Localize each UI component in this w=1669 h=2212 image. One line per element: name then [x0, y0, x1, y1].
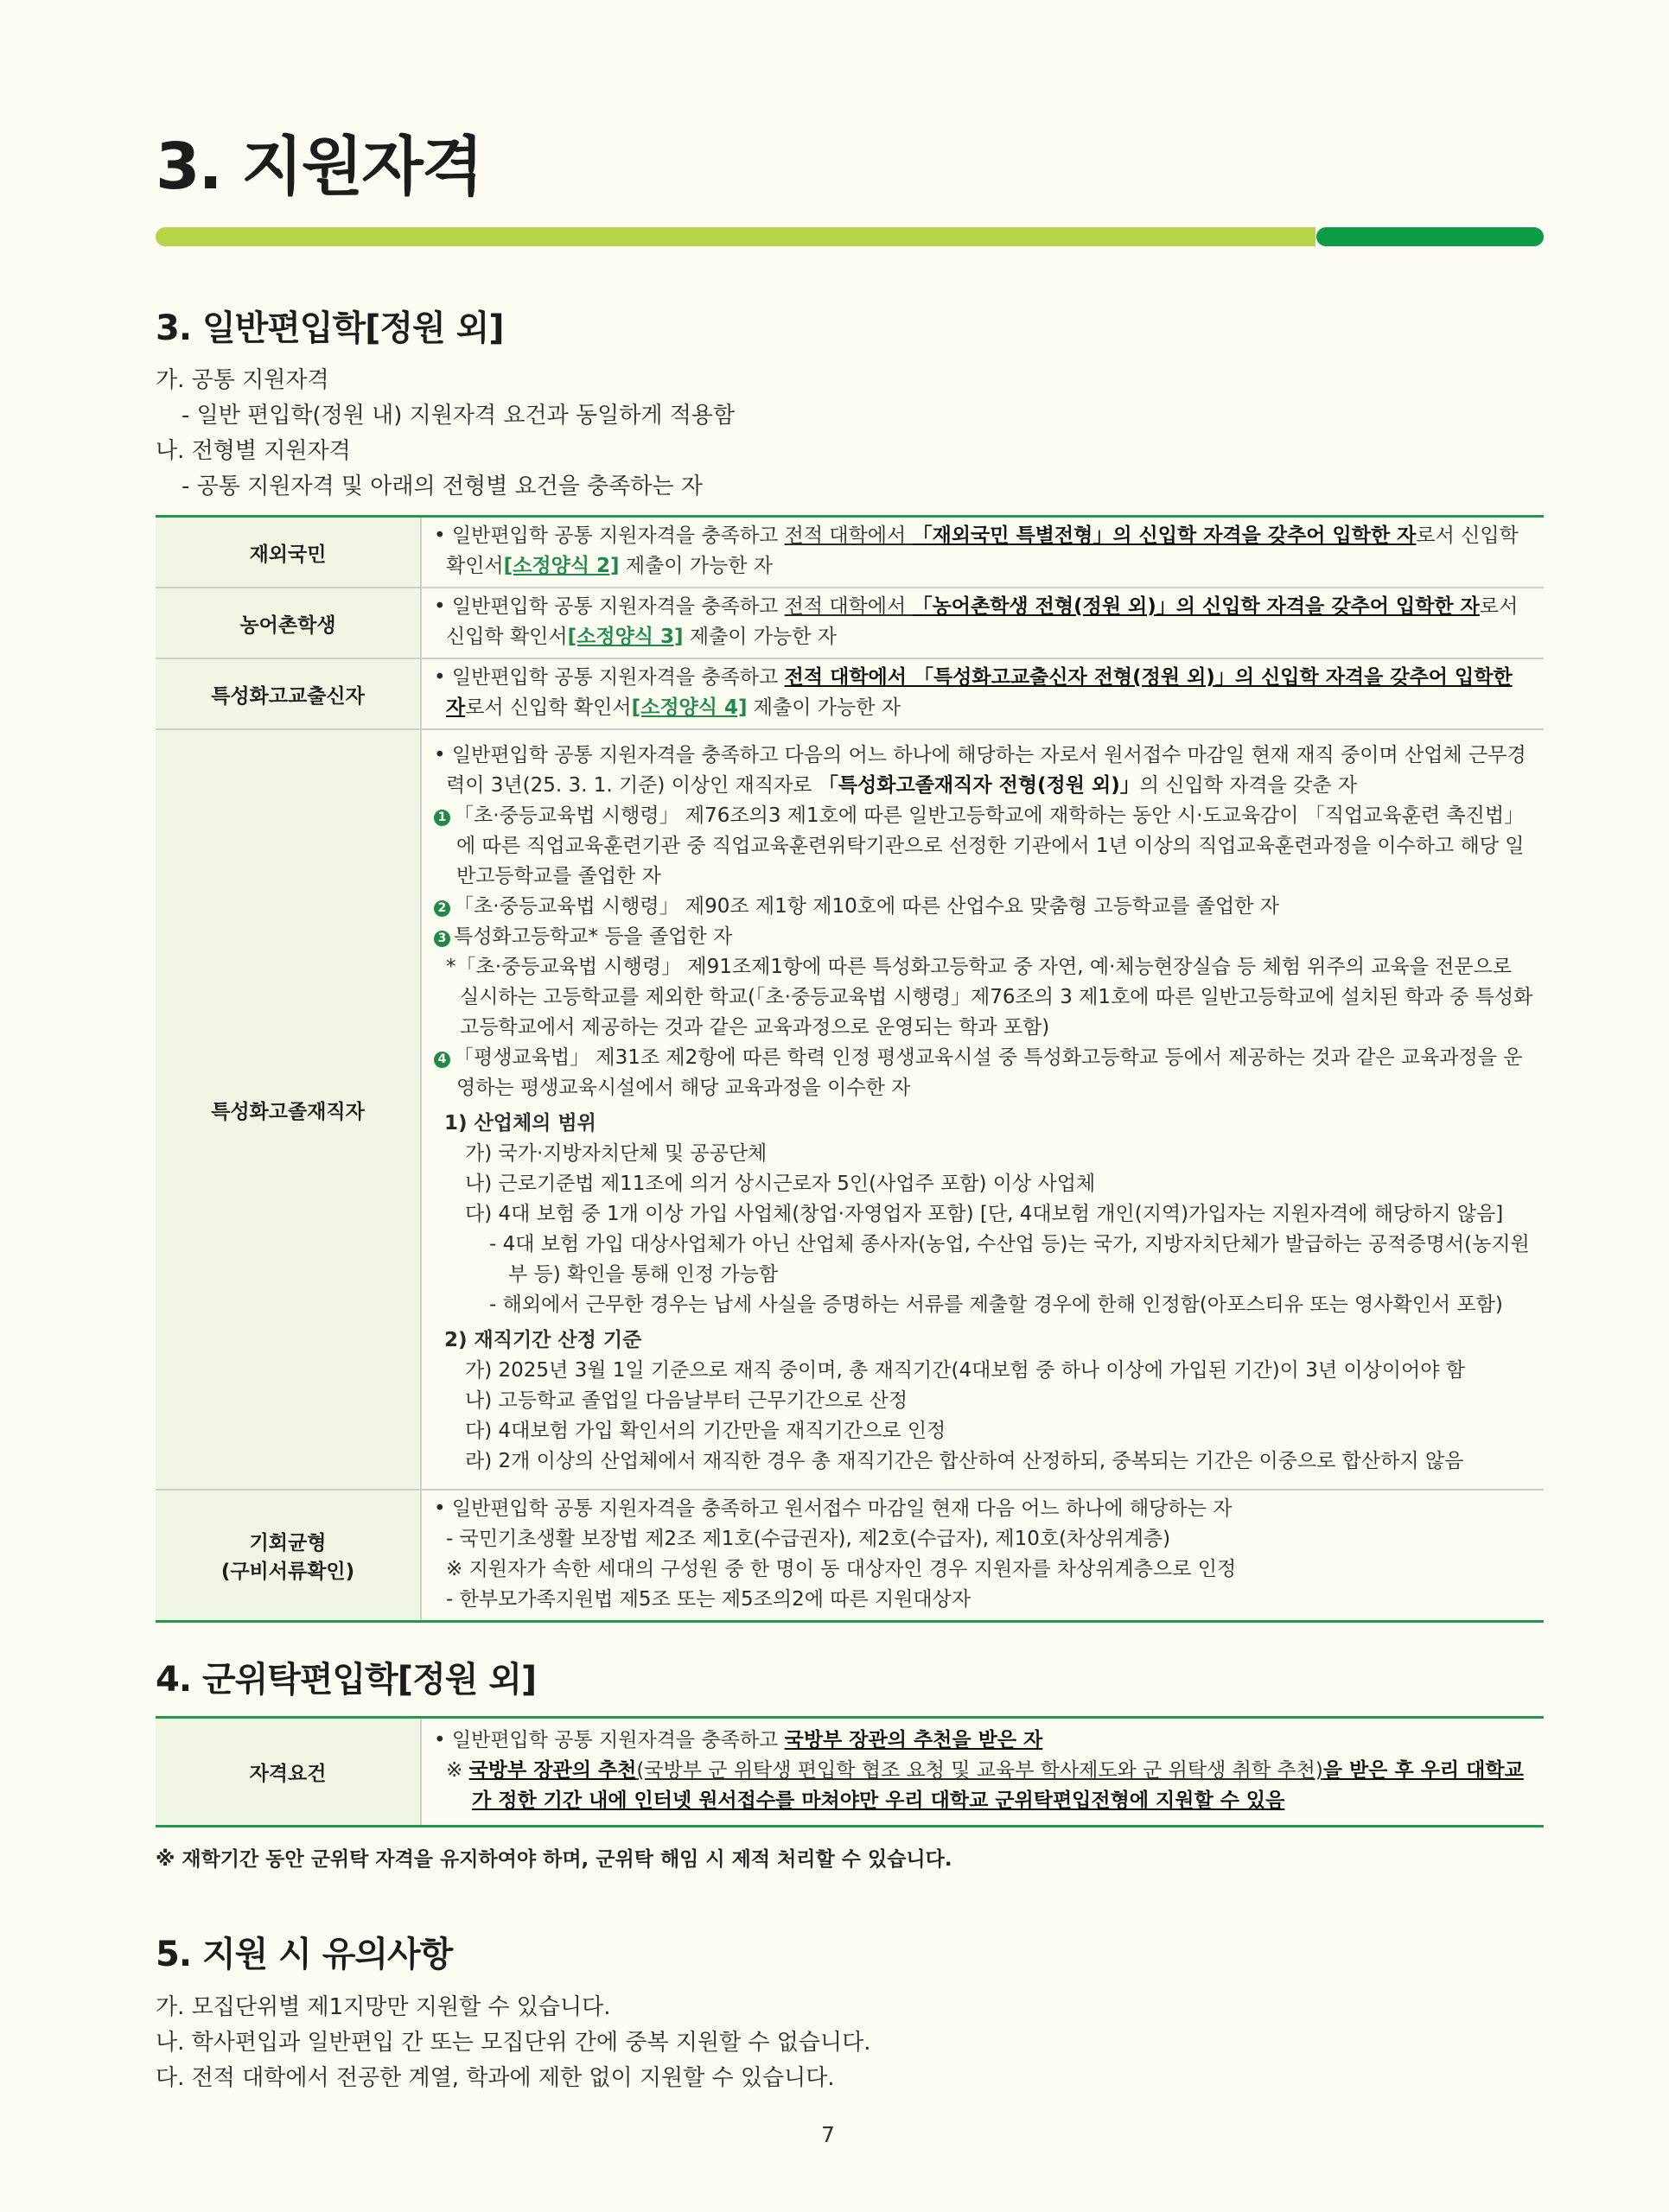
list-item: 나. 학사편입과 일반편입 간 또는 모집단위 간에 중복 지원할 수 없습니다.: [156, 2030, 871, 2056]
section4-requirements-table: [156, 1716, 1544, 1827]
row-content: • 일반편입학 공통 지원자격을 충족하고 다음의 어느 하나에 해당하는 자로서 원서접수 마감일 현재 재직 중이며 산업체 근무경력이 3년(25. 3. 1. 기준) 이상인 재직자로 「특성화고졸재직자 전형(정원 외)」의 신입학 자격을 갖춘 자 1 「초·중등교육법 시행령」 제76조의3 제1호에 따른 일반고등학교에 재학하는 동안 시·도교육감이 「직업교육훈련 촉진법」에 따른 직업교육훈련기관 중 직업교육훈련위탁기관으로 선정한 기관에서 1년 이상의 직업교육훈련과정을 이수하고 해당 일반고등학교를 졸업한 자 2 「초·중등교육법 시행령」 제90조 제1항 제10호에 따른 산업수요 맞춤형 고등학교를 졸업한 자 3 특성화고등학교* 등을 졸업한 자 *「초·중등교육법 시행령」 제91조제1항에 따른 특성화고등학교 중 자연, 예·체능현장실습 등 체험 위주의 교육을 전문으로 실시하는 고등학교를 제외한 학교(「초·중등교육법 시행령」제76조의 3 제1호에 따른 일반고등학교에 설치된 학과 중 특성화고등학교에서 제공하는 것과 같은 교육과정으로 운영되는 학과 포함) 4 「평생교육법」 제31조 제2항에 따른 학력 인정 평생교육시설 중 특성화고등학교 등에서 제공하는 것과 같은 교육과정을 운영하는 평생교육시설에서 해당 교육과정을 이수한 자 1) 산업체의 범위 가) 국가·지방자치단체 및 공공단체 나) 근로기준법 제11조에 의거 상시근로자 5인(사업주 포함) 이상 사업체 다) 4대 보험 중 1개 이상 가입 사업체(창업·자영업자 포함) [단, 4대보험 개인(지역)가입자는 지원자격에 해당하지 않음] - 4대 보험 가입 대상사업체가 아닌 산업체 종사자(농업, 수산업 등)는 국가, 지방자치단체가 발급하는 공적증명서(농지원부 등) 확인을 통해 인정 가능함 - 해외에서 근무한 경우는 납세 사실을 증명하는 서류를 제출할 경우에 한해 인정함(아포스티유 또는 영사확인서 포함) 2) 재직기간 산정 기준 가) 2025년 3월 1일 기준으로 재직 중이며, 총 재직기간(4대보험 중 하나 이상에 가입된 기간)이 3년 이상이어야 함 나) 고등학교 졸업일 다음날부터 근무기간으로 산정 다) 4대보험 가입 확인서의 기간만을 재직기간으로 인정 라) 2개 이상의 산업체에서 재직한 경우 총 재직기간은 합산하여 산정하되, 중복되는 기간은 이중으로 합산하지 않음: [421, 729, 1544, 1490]
list-item: 다. 전적 대학에서 전공한 계열, 학과에 제한 없이 지원할 수 있습니다.: [156, 2065, 835, 2091]
circled-number-icon: 1: [434, 810, 450, 826]
row-content: • 일반편입학 공통 지원자격을 충족하고 전적 대학에서 「재외국민 특별전형」의 신입학 자격을 갖추어 입학한 자로서 신입학 확인서[소정양식 2] 제출이 가능한 자: [434, 524, 1519, 577]
section4-footnote: ※ 재학기간 동안 군위탁 자격을 유지하여야 하며, 군위탁 해임 시 제적 처리할 수 있습니다.: [156, 1848, 952, 1871]
row-content: • 일반편입학 공통 지원자격을 충족하고 전적 대학에서 「농어촌학생 전형(정원 외)」의 신입학 자격을 갖추어 입학한 자로서 신입학 확인서[소정양식 3] 제출이 가능한 자: [434, 595, 1519, 648]
list-item: - 4대 보험 가입 대상사업체가 아닌 산업체 종사자(농업, 수산업 등)는 국가, 지방자치단체가 발급하는 공적증명서(농지원부 등) 확인을 통해 인정 가능함: [489, 1233, 1530, 1286]
numbered-item: 3 특성화고등학교* 등을 졸업한 자: [434, 922, 1535, 952]
row-label: 자격요건: [156, 1718, 421, 1827]
section4-heading: 4. 군위탁편입학[정원 외]: [156, 1660, 537, 1700]
circled-number-icon: 2: [434, 900, 450, 917]
row-label: 특성화고졸재직자: [156, 729, 421, 1490]
row-label: 특성화고교출신자: [156, 658, 421, 729]
table-row: [156, 658, 1544, 729]
list-item: 나) 근로기준법 제11조에 의거 상시근로자 5인(사업주 포함) 이상 사업체: [465, 1173, 1096, 1195]
form-reference: [소정양식 4]: [631, 696, 748, 719]
page-number: 7: [821, 2122, 835, 2147]
intro-line: - 공통 지원자격 및 아래의 전형별 요건을 충족하는 자: [182, 474, 703, 499]
table-row: [156, 1718, 1544, 1827]
subsection-title: 2) 재직기간 산정 기준: [444, 1329, 642, 1351]
row-content: • 일반편입학 공통 지원자격을 충족하고 국방부 장관의 추천을 받은 자 ※ 국방부 장관의 추천(국방부 군 위탁생 편입학 협조 요청 및 교육부 학사제도와 군 위탁생 취학 추천)을 받은 후 우리 대학교가 정한 기간 내에 인터넷 원서접수를 마쳐야만 우리 대학교 군위탁편입전형에 지원할 수 있음: [434, 1729, 1524, 1812]
form-reference: [소정양식 2]: [503, 555, 620, 577]
row-content: • 일반편입학 공통 지원자격을 충족하고 원서접수 마감일 현재 다음 어느 하나에 해당하는 자 - 국민기초생활 보장법 제2조 제1호(수급권자), 제2호(수급자), 제10호(차상위계층) ※ 지원자가 속한 세대의 구성원 중 한 명이 동 대상자인 경우 지원자를 차상위계층으로 인정 - 한부모가족지원법 제5조 또는 제5조의2에 따른 지원대상자: [434, 1497, 1237, 1611]
footnote-star: *「초·중등교육법 시행령」 제91조제1항에 따른 특성화고등학교 중 자연, 예·체능현장실습 등 체험 위주의 교육을 전문으로 실시하는 고등학교를 제외한 학교(「초·중등교육법 시행령」제76조의 3 제1호에 따른 일반고등학교에 설치된 학과 중 특성화고등학교에서 제공하는 것과 같은 교육과정으로 운영되는 학과 포함): [446, 956, 1533, 1039]
title-underline-bar: [156, 227, 1544, 246]
section3-requirements-table: [156, 515, 1544, 1623]
table-row: [156, 729, 1544, 1490]
list-item: 다) 4대 보험 중 1개 이상 가입 사업체(창업·자영업자 포함) [단, 4대보험 개인(지역)가입자는 지원자격에 해당하지 않음]: [465, 1203, 1504, 1225]
row-content: • 일반편입학 공통 지원자격을 충족하고 전적 대학에서 「특성화고교출신자 전형(정원 외)」의 신입학 자격을 갖추어 입학한 자로서 신입학 확인서[소정양식 4] 제출이 가능한 자: [434, 666, 1513, 719]
form-reference: [소정양식 3]: [567, 626, 684, 648]
list-item: 가. 모집단위별 제1지망만 지원할 수 있습니다.: [156, 1994, 611, 2020]
section5-heading: 5. 지원 시 유의사항: [156, 1935, 453, 1974]
subsection-title: 1) 산업체의 범위: [444, 1112, 596, 1135]
section3-intro: [156, 363, 735, 505]
list-item: 가) 2025년 3월 1일 기준으로 재직 중이며, 총 재직기간(4대보험 중 하나 이상에 가입된 기간)이 3년 이상이어야 함: [465, 1359, 1465, 1382]
list-item: 나) 고등학교 졸업일 다음날부터 근무기간으로 산정: [465, 1389, 908, 1412]
numbered-item: 4 「평생교육법」 제31조 제2항에 따른 학력 인정 평생교육시설 중 특성화고등학교 등에서 제공하는 것과 같은 교육과정을 운영하는 평생교육시설에서 해당 교육과정을 이수한 자: [434, 1043, 1535, 1103]
table-row: [156, 588, 1544, 658]
list-item: 가) 국가·지방자치단체 및 공공단체: [465, 1142, 768, 1165]
circled-number-icon: 3: [434, 931, 450, 947]
numbered-item: 1 「초·중등교육법 시행령」 제76조의3 제1호에 따른 일반고등학교에 재학하는 동안 시·도교육감이 「직업교육훈련 촉진법」에 따른 직업교육훈련기관 중 직업교육훈련위탁기관으로 선정한 기관에서 1년 이상의 직업교육훈련과정을 이수하고 해당 일반고등학교를 졸업한 자: [434, 801, 1535, 892]
numbered-item: 2 「초·중등교육법 시행령」 제90조 제1항 제10호에 따른 산업수요 맞춤형 고등학교를 졸업한 자: [434, 892, 1535, 922]
row-label: 기회균형 (구비서류확인): [156, 1490, 421, 1622]
row-label: 재외국민: [156, 517, 421, 588]
intro-line: 나. 전형별 지원자격: [156, 438, 351, 464]
table-row: [156, 517, 1544, 588]
page-title: 3. 지원자격: [156, 130, 482, 204]
circled-number-icon: 4: [434, 1052, 450, 1068]
table-row: [156, 1490, 1544, 1622]
list-item: 라) 2개 이상의 산업체에서 재직한 경우 총 재직기간은 합산하여 산정하되, 중복되는 기간은 이중으로 합산하지 않음: [465, 1450, 1464, 1472]
section3-heading: 3. 일반편입학[정원 외]: [156, 308, 504, 348]
intro-line: 가. 공통 지원자격: [156, 367, 329, 393]
intro-line: - 일반 편입학(정원 내) 지원자격 요건과 동일하게 적용함: [182, 403, 736, 429]
list-item: - 해외에서 근무한 경우는 납세 사실을 증명하는 서류를 제출할 경우에 한해 인정함(아포스티유 또는 영사확인서 포함): [489, 1294, 1503, 1316]
row-label: 농어촌학생: [156, 588, 421, 658]
list-item: 다) 4대보험 가입 확인서의 기간만을 재직기간으로 인정: [465, 1420, 946, 1442]
section5-list: [156, 1990, 871, 2096]
